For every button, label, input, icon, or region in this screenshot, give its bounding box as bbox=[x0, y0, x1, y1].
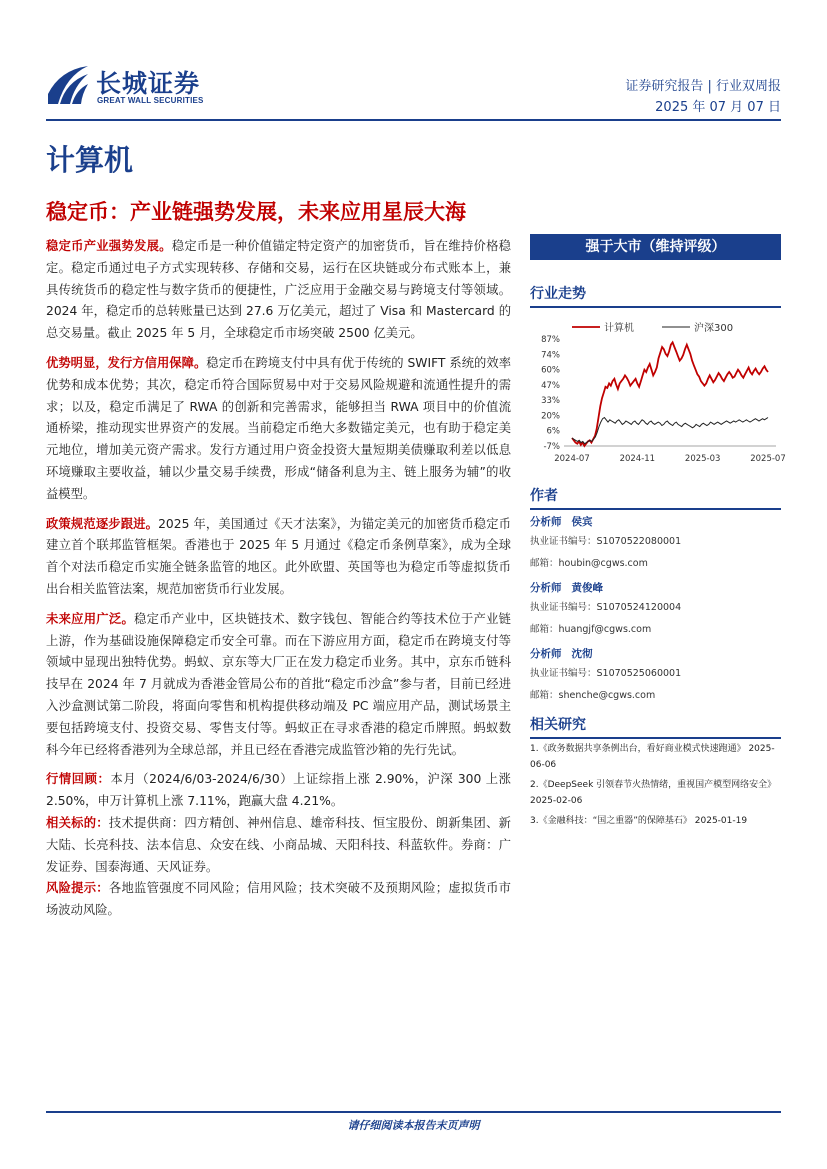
paragraph-text: 各地监管强度不同风险；信用风险；技术突破不及预期风险；虚拟货币市场波动风险。 bbox=[46, 881, 511, 918]
paragraph-lead: 稳定币产业强势发展。 bbox=[46, 239, 172, 253]
email-label: 邮箱： bbox=[530, 558, 559, 569]
x-tick-label: 2024-11 bbox=[619, 454, 656, 464]
cert-number: S1070525060001 bbox=[596, 668, 682, 679]
y-tick-label: 47% bbox=[541, 380, 560, 391]
section-heading-related: 相关研究 bbox=[530, 714, 781, 739]
report-date: 2025 年 07 月 07 日 bbox=[655, 100, 781, 115]
author-email[interactable]: shenche@cgws.com bbox=[558, 690, 656, 701]
author-entry bbox=[530, 580, 781, 641]
y-tick-label: 20% bbox=[541, 411, 560, 422]
section-heading-trend: 行业走势 bbox=[530, 283, 781, 308]
paragraph-lead: 未来应用广泛。 bbox=[46, 611, 135, 626]
related-research-item[interactable]: 3.《金融科技：“国之重器”的保障基石》 2025-01-19 bbox=[530, 816, 748, 826]
series-line-csi300 bbox=[572, 418, 768, 444]
brand-name-cn: 长城证券 bbox=[96, 69, 201, 98]
paragraph-lead: 行情回顾： bbox=[46, 772, 111, 787]
y-tick-label: 87% bbox=[541, 335, 560, 345]
legend-label: 沪深300 bbox=[694, 323, 734, 334]
author-name: 黄俊峰 bbox=[571, 582, 603, 594]
related-research-item[interactable]: 2.《DeepSeek 引领春节火热情绪，重视国产模型网络安全》 2025-02-06 bbox=[530, 780, 777, 806]
email-label: 邮箱： bbox=[530, 624, 559, 635]
author-name: 沈彻 bbox=[571, 648, 593, 660]
paragraph-text: 稳定币产业中，区块链技术、数字钱包、智能合约等技术位于产业链上游，作为基础设施保障稳定币安全可靠。而在下游应用方面，稳定币在跨境支付等领域中显现出独特优势。蚂蚁、京东等大厂正在发力稳定币业务。其中，京东币链科技早在 2024 年 7 月就成为香港金管局公布的首批“稳定币沙盒”参与者，目前已经进入沙盒测试第二阶段，将面向零售和机构提供移动端及 PC 端应用产品，测试场景主要包括跨境支付、投资交易、零售支付等。蚂蚁正在寻求香港的稳定币牌照。蚂蚁数科今年已经将香港列为全球总部，并且已经在香港完成监管沙箱的先行先试。 bbox=[46, 611, 511, 757]
paragraph-text: 稳定币是一种价值锚定特定资产的加密货币，旨在维持价格稳定。稳定币通过电子方式实现转移、存储和交易，运行在区块链或分布式账本上，兼具传统货币的稳定性与数字货币的便捷性，广泛应用于金融交易与跨境支付等领域。2024 年，稳定币的总转账量已达到 27.6 万亿美元，超过了 Visa 和 Mastercard 的总交易量。截止 2025 年 5 月，全球稳定币市场突破 2500 亿美元。 bbox=[46, 239, 511, 341]
cert-label: 执业证书编号： bbox=[530, 536, 597, 547]
paragraph-related-stocks bbox=[46, 813, 511, 878]
author-email[interactable]: houbin@cgws.com bbox=[558, 558, 648, 569]
related-research-item[interactable]: 1.《政务数据共享条例出台，看好商业模式快速跑通》 2025-06-06 bbox=[530, 744, 775, 770]
paragraph-market-review bbox=[46, 769, 511, 813]
trend-chart-svg bbox=[530, 314, 786, 474]
paragraph-lead: 相关标的： bbox=[46, 815, 109, 830]
report-title: 稳定币：产业链强势发展，未来应用星辰大海 bbox=[46, 199, 466, 224]
y-tick-label: 60% bbox=[541, 365, 560, 376]
report-summary bbox=[46, 236, 511, 922]
paragraph-lead: 优势明显，发行方信用保障。 bbox=[46, 355, 207, 370]
paragraph-industry bbox=[46, 236, 511, 345]
footer-disclaimer: 请仔细阅读本报告末页声明 bbox=[347, 1119, 480, 1132]
x-tick-label: 2025-03 bbox=[684, 454, 721, 464]
paragraph-policy bbox=[46, 514, 511, 601]
legend-label: 计算机 bbox=[604, 323, 634, 334]
author-list bbox=[530, 514, 781, 712]
brand-name-en: GREAT WALL SECURITIES bbox=[97, 96, 204, 105]
section-heading-author: 作者 bbox=[530, 485, 781, 510]
cert-label: 执业证书编号： bbox=[530, 668, 597, 679]
paragraph-lead: 政策规范逐步跟进。 bbox=[46, 516, 159, 531]
paragraph-application bbox=[46, 609, 511, 762]
author-entry bbox=[530, 514, 781, 575]
cert-number: S1070522080001 bbox=[596, 536, 682, 547]
cert-number: S1070524120004 bbox=[596, 602, 682, 613]
paragraph-risk bbox=[46, 878, 511, 922]
related-research-list bbox=[530, 741, 781, 833]
y-tick-label: -7% bbox=[543, 442, 560, 452]
x-tick-label: 2025-07 bbox=[750, 454, 786, 464]
series-line-computer bbox=[572, 342, 768, 446]
footer-divider bbox=[46, 1111, 781, 1113]
paragraph-text: 稳定币在跨境支付中具有优于传统的 SWIFT 系统的效率优势和成本优势；其次，稳定币符合国际贸易中对于交易风险规避和流通性提升的需求；以及，稳定币满足了 RWA 的创新和完善需求，能够担当 RWA 项目中的价值流通桥梁，推动现实世界资产的发展。当前稳定币绝大多数锚定美元，也有助于稳定美元地位，增加美元资产需求。发行方通过用户资金投资大量短期美债赚取利差以低息环境赚取主要收益，辅以少量交易手续费，形成“储备利息为主、链上服务为辅”的收益模型。 bbox=[46, 355, 511, 501]
y-tick-label: 6% bbox=[546, 426, 560, 437]
rating-badge: 强于大市（维持评级） bbox=[530, 234, 781, 260]
y-tick-label: 33% bbox=[541, 396, 560, 407]
header-divider bbox=[46, 119, 781, 121]
author-email[interactable]: huangjf@cgws.com bbox=[558, 624, 652, 635]
paragraph-text: 2025 年，美国通过《天才法案》，为锚定美元的加密货币稳定币建立首个联邦监管框架。香港也于 2025 年 5 月通过《稳定币条例草案》，成为全球首个对法币稳定币实施全链条监管的地区。此外欧盟、英国等也为稳定币等虚拟货币出台相关监管法案，规范加密货币行业发展。 bbox=[46, 516, 511, 596]
report-type: 证券研究报告 | 行业双周报 bbox=[625, 79, 781, 94]
email-label: 邮箱： bbox=[530, 690, 559, 701]
x-tick-label: 2024-07 bbox=[554, 454, 590, 464]
sector-title: 计算机 bbox=[46, 143, 134, 177]
paragraph-lead: 风险提示： bbox=[46, 881, 109, 896]
industry-trend-chart bbox=[530, 314, 786, 474]
author-entry bbox=[530, 646, 781, 707]
author-name: 侯宾 bbox=[571, 516, 593, 528]
author-role: 分析师 bbox=[530, 516, 562, 528]
brand-logo bbox=[46, 64, 226, 106]
paragraph-text: 技术提供商：四方精创、神州信息、雄帝科技、恒宝股份、朗新集团、新大陆、长亮科技、法本信息、众安在线、小商品城、天阳科技、科蓝软件。券商：广发证券、国泰海通、天风证券。 bbox=[46, 815, 511, 874]
author-role: 分析师 bbox=[530, 582, 562, 594]
y-tick-label: 74% bbox=[541, 350, 560, 361]
paragraph-advantage bbox=[46, 353, 511, 506]
paragraph-text: 本月（2024/6/03-2024/6/30）上证综指上涨 2.90%，沪深 300 上涨 2.50%，申万计算机上涨 7.11%，跑赢大盘 4.21%。 bbox=[46, 772, 511, 809]
great-wall-logo-icon bbox=[46, 64, 90, 106]
cert-label: 执业证书编号： bbox=[530, 602, 597, 613]
author-role: 分析师 bbox=[530, 648, 562, 660]
